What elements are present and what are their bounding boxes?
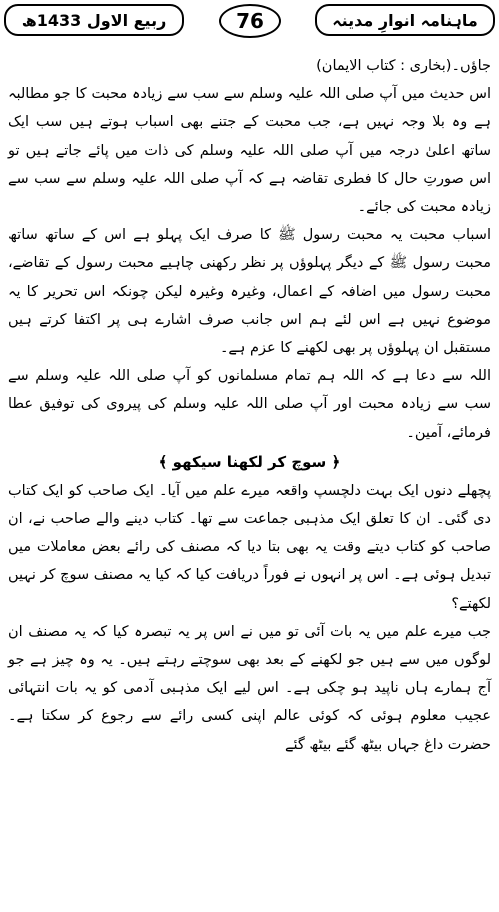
page-header bbox=[4, 4, 495, 40]
paragraph: اللہ سے دعا ہے کہ اللہ ہم تمام مسلمانوں کو آپ صلی اللہ علیہ وسلم سے سب سے زیادہ محبت اور آپ صلی اللہ علیہ وسلم کی پیروی کی توفیق عطا فرمائے، آمین۔ bbox=[8, 368, 491, 441]
page-number: 76 bbox=[219, 4, 281, 38]
paragraph-citation: جاؤں۔(بخاری : کتاب الایمان) bbox=[316, 58, 491, 74]
paragraph: جب میرے علم میں یہ بات آئی تو میں نے اس پر یہ تبصرہ کیا کہ یہ مصنف ان لوگوں میں سے ہیں جو لکھنے کے بعد بھی سوچتے رہتے ہیں۔ یہ وہ چیز ہے جو آج ہمارے ہاں ناپید ہو چکی ہے۔ اس لیے ایک مذہبی آدمی کو یہ بات انتہائی عجیب معلوم ہوئی کہ کوئی عالم اپنی کسی رائے سے رجوع کر سکتا ہے۔ حضرت داغ جہاں بیٹھ گئے بیٹھ گئے bbox=[8, 623, 491, 753]
article-body bbox=[8, 52, 491, 759]
paragraph: اسباب محبت یہ محبت رسول ﷺ کا صرف ایک پہلو ہے اس کے ساتھ ساتھ محبت رسول ﷺ کے دیگر پہلوؤں پر نظر رکھنی چاہیے محبت رسول کے تقاضے، محبت رسول میں اضافہ کے اعمال، وغیرہ وغیرہ لیکن چونکہ اس تحریر کا یہ موضوع نہیں ہے اس لئے ہم اس جانب صرف اشارے ہی پر اکتفا کرتے ہیں مستقبل ان پہلوؤں پر بھی لکھنے کا عزم ہے۔ bbox=[8, 227, 491, 357]
paragraph: اس حدیث میں آپ صلی اللہ علیہ وسلم سے سب سے زیادہ محبت کا جو مطالبہ ہے وہ بلا وجہ نہیں ہے، جب محبت کے جتنے بھی اسباب ہوتے ہیں سب ایک ساتھ اعلیٰ درجہ میں آپ صلی اللہ علیہ وسلم کی ذات میں پائے جاتے ہیں تو اس صورتِ حال کا فطری تقاضہ ہے کہ آپ صلی اللہ علیہ وسلم سے سب سے زیادہ محبت کی جائے۔ bbox=[8, 86, 491, 216]
section-heading: ﴿ سوچ کر لکھنا سیکھو ﴾ bbox=[158, 452, 341, 471]
issue-date: ربیع الاول 1433ھ bbox=[4, 4, 184, 36]
paragraph: پچھلے دنوں ایک بہت دلچسپ واقعہ میرے علم میں آیا۔ ایک صاحب کو ایک کتاب دی گئی۔ ان کا تعلق ایک مذہبی جماعت سے تھا۔ کتاب دینے والے صاحب نے، ان صاحب کو کتاب دیتے وقت یہ بھی بتا دیا کہ مصنف کی رائے بعض معاملات میں تبدیل ہوئی ہے۔ اس پر انہوں نے فوراً دریافت کیا کہ کیا یہ مصنف سوچ کر نہیں لکھتے؟ bbox=[8, 482, 491, 612]
magazine-title: ماہنامہ انوارِ مدینہ bbox=[315, 4, 495, 36]
